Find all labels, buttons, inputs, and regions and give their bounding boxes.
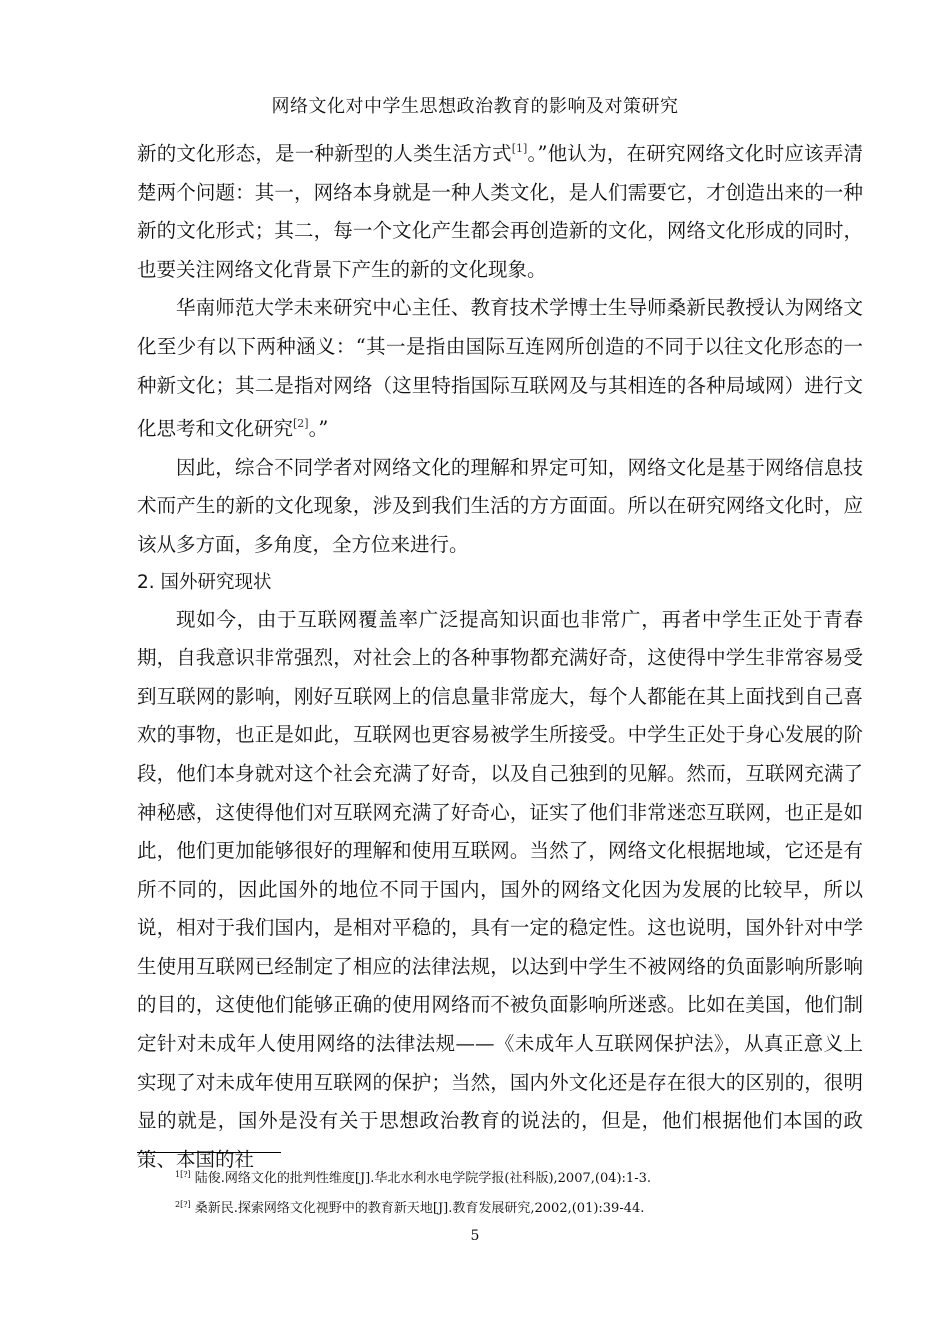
paragraph-1-text: 新的文化形态，是一种新型的人类生活方式 xyxy=(137,142,512,165)
paragraph-4: 现如今，由于互联网覆盖率广泛提高知识面也非常广，再者中学生正处于青春期，自我意识非常强烈，对社会上的各种事物都充满好奇，这使得中学生非常容易受到互联网的影响，刚好互联网上的信息量非常庞大，每个人都能在其上面找到自己喜欢的事物，也正是如此，互联网也更容易被学生所接受。中学生正处于身心发展的阶段，他们本身就对这个社会充满了好奇，以及自己独到的见解。然而，互联网充满了神秘感，这使得他们对互联网充满了好奇心，证实了他们非常迷恋互联网，也正是如此，他们更加能够很好的理解和使用互联网。当然了，网络文化根据地域，它还是有所不同的，因此国外的地位不同于国内，国外的网络文化因为发展的比较早，所以说，相对于我们国内，是相对平稳的，具有一定的稳定性。这也说明，国外针对中学生使用互联网已经制定了相应的法律法规，以达到中学生不被网络的负面影响所影响的目的，这使他们能够正确的使用网络而不被负面影响所迷惑。比如在美国，他们制定针对未成年人使用网络的法律法规——《未成年人互联网保护法》，从真正意义上实现了对未成年使用互联网的保护；当然，国内外文化还是存在很大的区别的，很明显的就是，国外是没有关于思想政治教育的说法的，但是，他们根据他们本国的政策、本国的社 xyxy=(137,607,863,1171)
page-number: 5 xyxy=(470,1228,480,1244)
paragraph-3: 因此，综合不同学者对网络文化的理解和界定可知，网络文化是基于网络信息技术而产生的新的文化现象，涉及到我们生活的方方面面。所以在研究网络文化时，应该从多方面，多角度，全方位来进行。 xyxy=(137,455,863,556)
footnote-mark: 2[?] xyxy=(175,1200,191,1209)
citation-ref[interactable]: [1] xyxy=(511,142,528,155)
footnote-1 xyxy=(137,1162,863,1192)
footnote-text: 桑新民.探索网络文化视野中的教育新天地[J].教育发展研究,2002,(01):39-44. xyxy=(190,1201,645,1216)
paragraph-1 xyxy=(137,130,863,289)
citation-ref[interactable]: [2] xyxy=(293,417,309,431)
footnote-mark: 1[?] xyxy=(175,1170,191,1179)
section-heading: 2. 国外研究现状 xyxy=(137,571,272,593)
footnote-text: 陆俊.网络文化的批判性维度[J].华北水利水电学院学报(社科版),2007,(04):1-3. xyxy=(190,1171,652,1186)
footnote-divider xyxy=(137,1152,281,1153)
paragraph-2-text: 华南师范大学未来研究中心主任、教育技术学博士生导师桑新民教授认为网络文化至少有以下两种涵义：“其一是指由国际互连网所创造的不同于以往文化形态的一种新文化；其二是指对网络（这里特指国际互联网及与其相连的各种局域网）进行文化思考和文化研究 xyxy=(137,296,863,441)
page-header: 网络文化对中学生思想政治教育的影响及对策研究 xyxy=(271,96,679,117)
footnotes xyxy=(137,1162,863,1222)
paragraph-2-text-cont: 。” xyxy=(308,417,329,441)
paragraph-1-text-cont: 。”他认为，在研究网络文化时应该弄清楚两个问题：其一，网络本身就是一种人类文化，是人们需要它，才创造出来的一种新的文化形式；其二，每一个文化产生都会再创造新的文化，网络文化形成的同时，也要关注网络文化背景下产生的新的文化现象。 xyxy=(137,142,863,281)
footnote-2 xyxy=(137,1192,863,1222)
body-text xyxy=(137,130,863,1179)
paragraph-2 xyxy=(137,289,863,448)
